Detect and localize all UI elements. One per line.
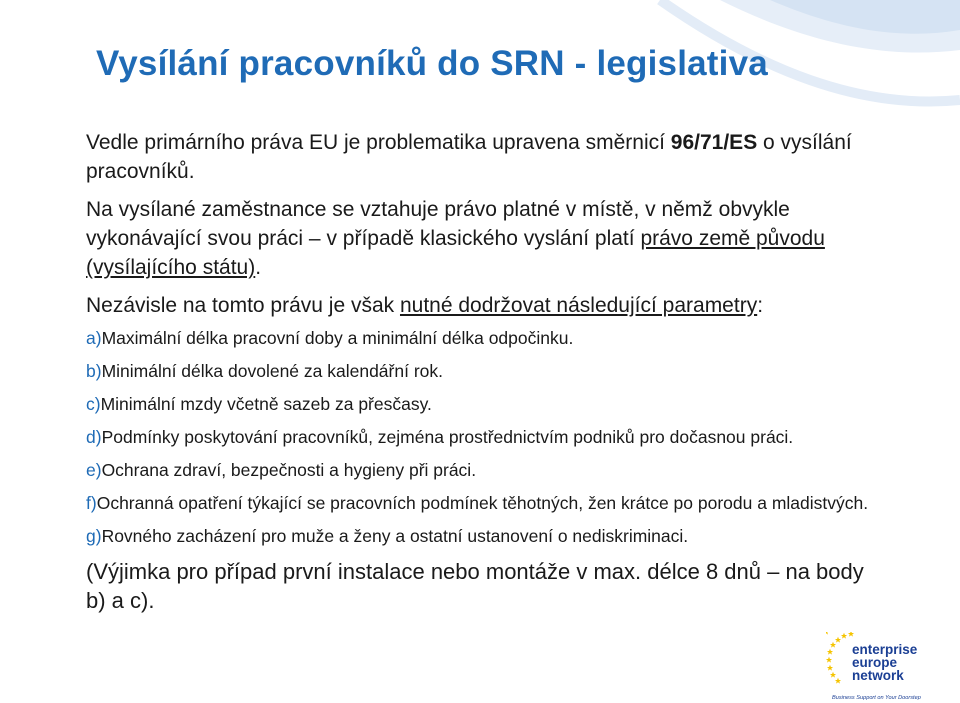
svg-text:Business Support on Your Doors: Business Support on Your Doorstep <box>832 695 921 701</box>
exception-note: (Výjimka pro případ první instalace nebo montáže v max. délce 8 dnů – na body b) a c). <box>86 559 864 613</box>
star-circle-icon <box>826 632 854 684</box>
list-item: e)Ochrana zdraví, bezpečnosti a hygieny při práci. <box>86 460 477 480</box>
svg-text:network: network <box>852 668 904 683</box>
directive-number: 96/71/ES <box>670 131 758 154</box>
list-item: g)Rovného zacházení pro muže a ženy a ostatní ustanovení o nediskriminaci. <box>86 526 689 546</box>
slide-content <box>86 128 906 624</box>
svg-text:europe: europe <box>852 655 898 670</box>
paragraph-law: Na vysílané zaměstnance se vztahuje právo platné v místě, v němž obvykle vykonávající svou práci – v případě klasického vyslání platí právo země původu (vysílajícího státu). <box>86 198 825 279</box>
enterprise-europe-network-logo <box>826 632 922 702</box>
svg-text:enterprise: enterprise <box>852 642 918 657</box>
list-item: a)Maximální délka pracovní doby a minimální délka odpočinku. <box>86 328 574 348</box>
list-item: f)Ochranná opatření týkající se pracovních podmínek těhotných, žen krátce po porodu a mladistvých. <box>86 493 869 513</box>
paragraph-directive: Vedle primárního práva EU je problematika upravena směrnicí 96/71/ES o vysílání pracovníků. <box>86 131 852 183</box>
paragraph-parameters: Nezávisle na tomto právu je však nutné dodržovat následující parametry: <box>86 294 764 317</box>
underlined-origin-law: právo země původu (vysílajícího státu) <box>86 227 825 279</box>
list-item: d)Podmínky poskytování pracovníků, zejména prostřednictvím podniků pro dočasnou práci. <box>86 427 794 447</box>
parameter-list <box>86 326 906 549</box>
list-item: b)Minimální délka dovolené za kalendářní rok. <box>86 361 444 381</box>
slide-title: Vysílání pracovníků do SRN - legislativa <box>96 44 768 83</box>
list-item: c)Minimální mzdy včetně sazeb za přesčasy. <box>86 394 432 414</box>
underlined-parameters: nutné dodržovat následující parametry <box>399 294 758 317</box>
